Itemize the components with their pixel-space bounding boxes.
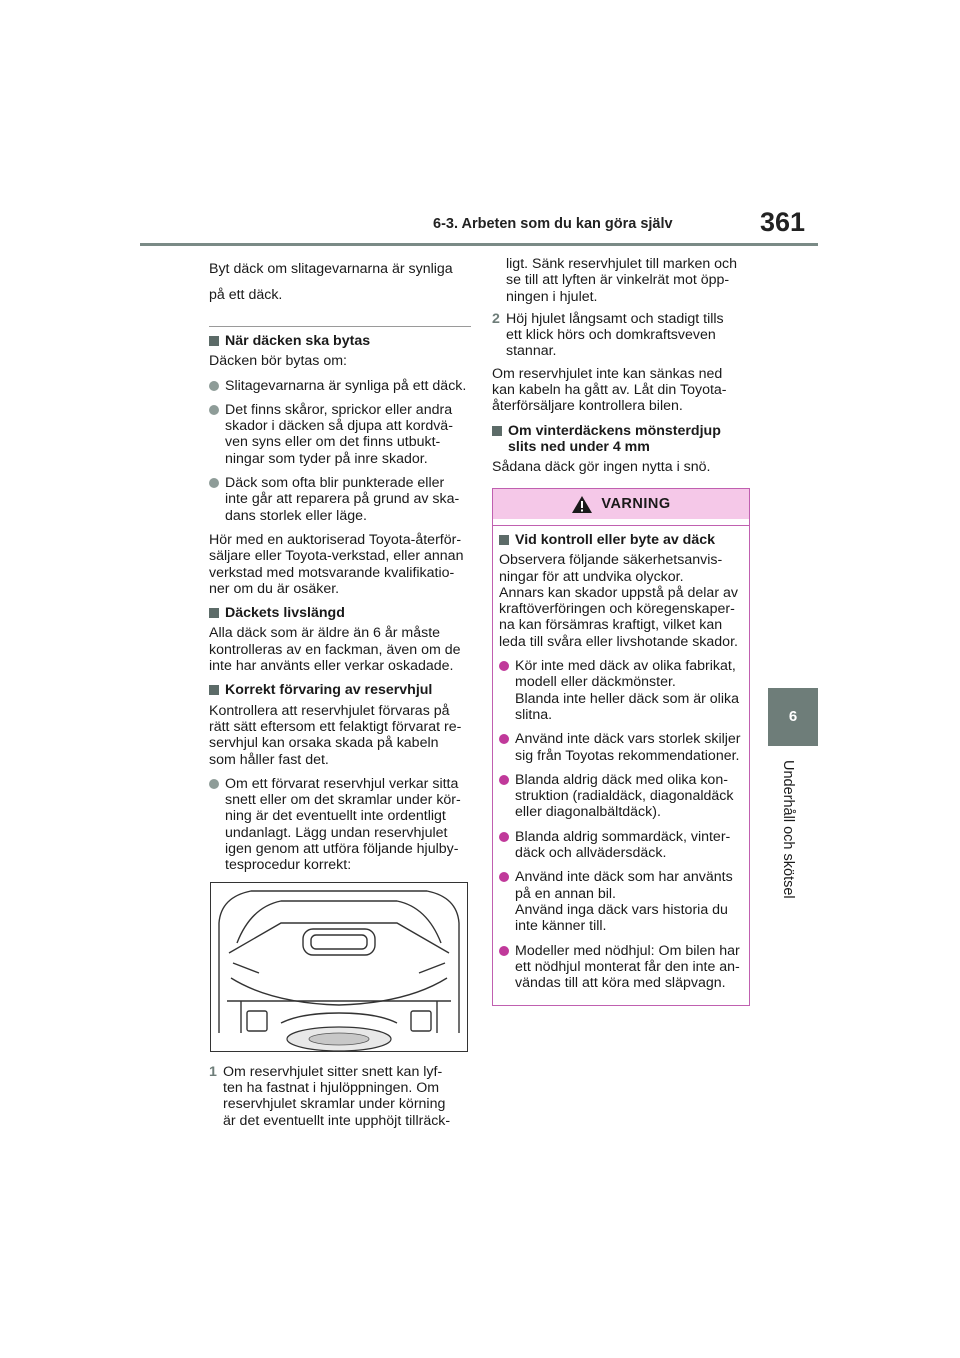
- page-number: 361: [760, 207, 806, 237]
- warning-header: [493, 489, 749, 519]
- warning-list-item: Modeller med nödhjul: Om bilen har ett nödhjul monterat får den inte an- vändas till att köra med släpvagn.: [499, 943, 743, 992]
- left-column: [209, 256, 471, 1135]
- header-rule: [140, 243, 818, 246]
- paragraph: Alla däck som är äldre än 6 år måste kontrolleras av en fackman, även om de inte har använts eller verkar oskadade.: [209, 625, 461, 675]
- circle-bullet-icon: [209, 381, 219, 391]
- list-item: Slitagevarnarna är synliga på ett däck.: [209, 378, 471, 394]
- warning-box: [492, 488, 750, 1006]
- square-bullet-icon: [209, 685, 219, 695]
- section-title: 6-3. Arbeten som du kan göra själv: [433, 216, 673, 232]
- paragraph: Kontrollera att reservhjulet förvaras på rätt sätt eftersom ett felaktigt förvarat re- servhjul kan orsaka skada på kabeln som håller fast det.: [209, 702, 462, 768]
- paragraph: Sådana däck gör ingen nytta i snö.: [492, 459, 711, 476]
- paragraph: Hör med en auktoriserad Toyota-återför- säljare eller Toyota-verkstad, eller annan verkstad med motsvarande kvalifikatio- ner om du är osäker.: [209, 531, 464, 597]
- circle-bullet-icon: [209, 405, 219, 415]
- warning-list-item: Blanda aldrig däck med olika kon- struktion (radialdäck, diagonaldäck eller diagonalbältdäck).: [499, 772, 743, 821]
- intro-text: Byt däck om slitagevarnarna är synliga på ett däck.: [209, 261, 453, 303]
- list-item: Om ett förvarat reservhjul verkar sitta snett eller om det skramlar under kör- ning är det eventuellt inte ordentligt undanlagt. Lägg undan reservhjulet igen genom att utföra följande hjulby- tesprocedur korrekt:: [209, 776, 471, 874]
- square-bullet-icon: [209, 336, 219, 346]
- warning-intro: Observera följande säkerhetsanvis- ningar för att undvika olyckor. Annars kan skador uppstå på delar av kraftöverföringen och köregenskaper- na kan försämras kraftigt, vilket kan leda till svåra eller livshotande skador.: [499, 552, 738, 650]
- step-2: 2 Höj hjulet långsamt och stadigt tills ett klick hörs och domkraftsveven stannar.: [492, 310, 724, 360]
- square-bullet-icon: [492, 426, 502, 436]
- circle-bullet-icon: [499, 661, 509, 671]
- chapter-label: Underhåll och skötsel: [780, 760, 796, 899]
- car-rear-illustration: [210, 882, 468, 1052]
- circle-bullet-icon: [209, 478, 219, 488]
- circle-bullet-icon: [499, 872, 509, 882]
- circle-bullet-icon: [209, 779, 219, 789]
- square-bullet-icon: [209, 608, 219, 618]
- step-1-continued: ligt. Sänk reservhjulet till marken och se till att lyften är vinkelrät mot öpp- ningen i hjulet.: [506, 256, 738, 305]
- warning-divider: [493, 525, 749, 526]
- circle-bullet-icon: [499, 832, 509, 842]
- subheading-spare-storage: Korrekt förvaring av reservhjul: [209, 682, 471, 698]
- step-1: 1 Om reservhjulet sitter snett kan lyf- ten ha fastnat i hjulöppningen. Om reservhjulet skramlar under körning är det eventuellt inte upphöjt tillräck-: [209, 1063, 451, 1129]
- warning-list-item: Kör inte med däck av olika fabrikat, modell eller däckmönster. Blanda inte heller däck som är olika slitna.: [499, 658, 743, 723]
- paragraph: Om reservhjulet inte kan sänkas ned kan kabeln ha gått av. Låt din Toyota- återförsäljare kontrollera bilen.: [492, 365, 727, 415]
- list-item: Däck som ofta blir punkterade eller inte går att reparera på grund av ska- dans storlek eller läge.: [209, 475, 471, 524]
- warning-subheading: Vid kontroll eller byte av däck: [499, 532, 743, 548]
- circle-bullet-icon: [499, 734, 509, 744]
- warning-heading: VARNING: [601, 496, 671, 512]
- subheading-tire-life: Däckets livslängd: [209, 605, 471, 621]
- subheading-winter-tread: Om vinterdäckens mönsterdjup slits ned under 4 mm: [492, 423, 754, 456]
- car-rear-icon: [211, 883, 467, 1051]
- warning-list-item: Använd inte däck vars storlek skiljer sig från Toyotas rekommendationer.: [499, 731, 743, 764]
- warning-list-item: Använd inte däck som har använts på en annan bil. Använd inga däck vars historia du inte känner till.: [499, 869, 743, 934]
- warning-triangle-icon: [571, 495, 593, 514]
- square-bullet-icon: [499, 535, 509, 545]
- circle-bullet-icon: [499, 946, 509, 956]
- section-divider: [209, 326, 471, 327]
- circle-bullet-icon: [499, 775, 509, 785]
- chapter-tab: 6: [768, 688, 818, 746]
- list-item: Det finns skåror, sprickor eller andra skador i däcken så djupa att kordvä- ven syns eller om det finns utbukt- ningar som tyder på inre skador.: [209, 402, 471, 467]
- subheading-when-to-replace: När däcken ska bytas: [209, 333, 471, 349]
- right-column: [492, 256, 754, 484]
- warning-list-item: Blanda aldrig sommardäck, vinter- däck och allvädersdäck.: [499, 829, 743, 862]
- paragraph: Däcken bör bytas om:: [209, 353, 347, 370]
